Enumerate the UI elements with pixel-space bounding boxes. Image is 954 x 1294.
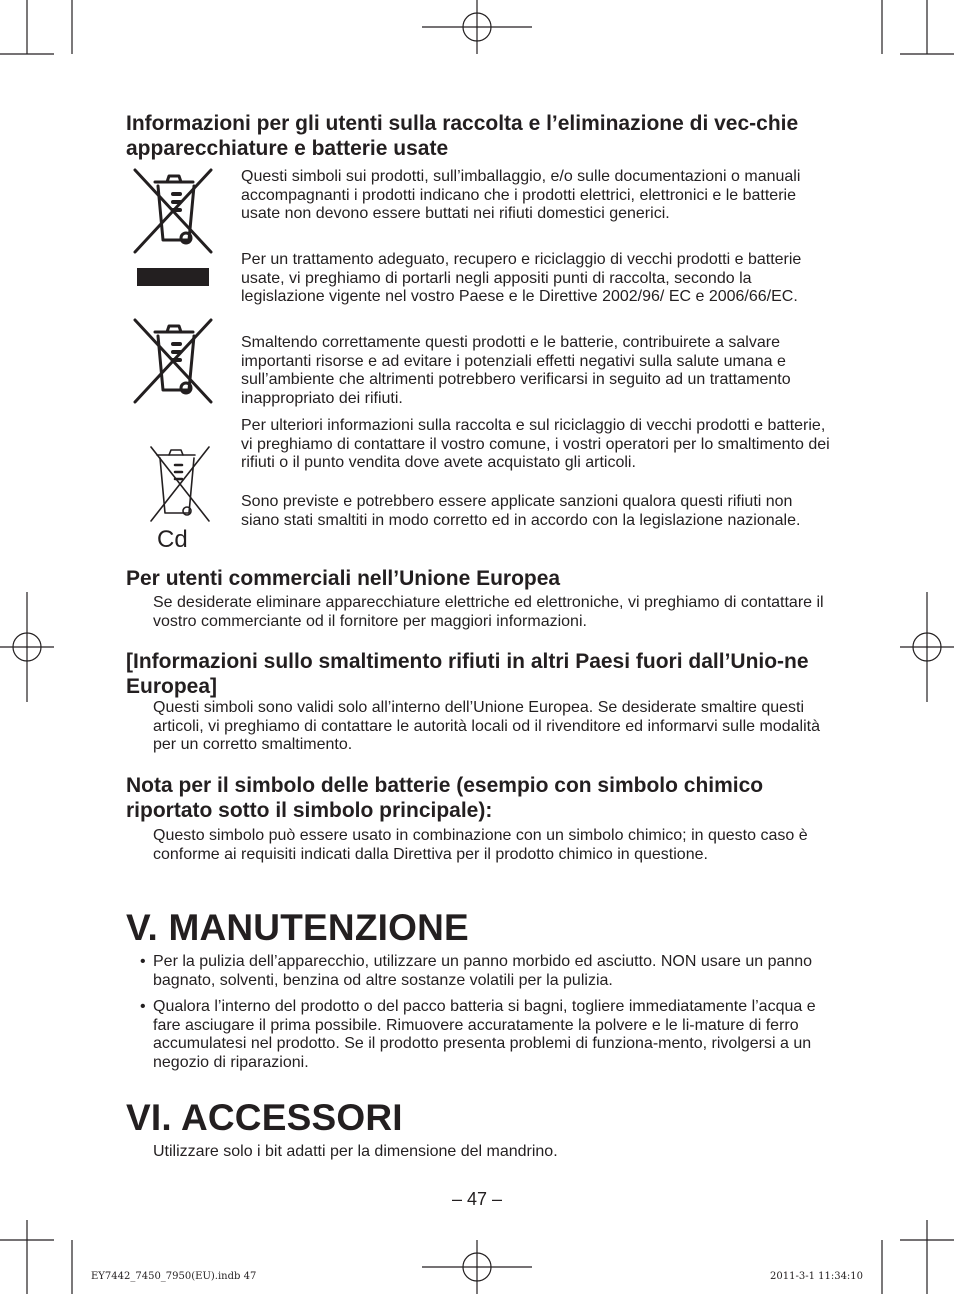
print-footer-file: EY7442_7450_7950(EU).indb 47	[91, 1271, 257, 1282]
crossed-bin-icon	[131, 166, 215, 288]
chemical-symbol-label: Cd	[157, 526, 188, 553]
print-footer-date: 2011-3-1 11:34:10	[770, 1271, 864, 1282]
outside-eu-section-title: [Informazioni sullo smaltimento rifiuti in altri Paesi fuori dall’Unio-ne Europea]	[126, 650, 809, 698]
recycling-paragraph-3: Smaltendo correttamente questi prodotti e le batterie, contribuirete a salvare importanti risorse e ad evitare i potenziali effetti negativi sulla salute umana e sull’ambiente che altrimenti potrebbero verificarsi in seguito ad un trattamento inappropriato dei rifiuti.	[241, 334, 791, 407]
bullet-marker: •	[140, 953, 146, 970]
maintenance-item-text: Qualora l’interno del prodotto o del pacco batteria si bagni, togliere immediatamente l’acqua e fare asciugare il prima possibile. Rimuovere accuratamente la polvere e le li-mature di ferro accumulatesi nel prodotto. Se il prodotto presenta problemi di funziona-mento, rivolgersi a un negozio di riparazioni.	[153, 998, 816, 1071]
recycling-paragraph-1: Questi simboli sui prodotti, sull’imballaggio, e/o sulle documentazioni o manuali accompagnanti i prodotti indicano che i prodotti elettrici, elettronici e le batterie usate non devono essere buttati nei rifiuti domestici generici.	[241, 168, 801, 223]
business-section-title: Per utenti commerciali nell’Unione Europea	[126, 567, 561, 590]
page-number: – 47 –	[451, 1189, 503, 1209]
recycling-paragraph-2: Per un trattamento adeguato, recupero e riciclaggio di vecchi prodotti e batterie usate, vi preghiamo di portarli negli appositi punti di raccolta, secondo la legislazione vigente nel vostro Paese e le Direttive 2002/96/ EC e 2006/66/EC.	[241, 251, 802, 306]
business-section-text: Se desiderate eliminare apparecchiature elettriche ed elettroniche, vi preghiamo di contattare il vostro commerciante od il fornitore per maggiori informazioni.	[153, 594, 824, 630]
bullet-marker: •	[140, 998, 146, 1015]
accessories-section-title: VI. ACCESSORI	[126, 1097, 403, 1138]
maintenance-item-2	[140, 998, 830, 1072]
maintenance-item-text: Per la pulizia dell’apparecchio, utilizzare un panno morbido ed asciutto. NON usare un panno bagnato, solventi, benzina od altre sostanze volatili per la pulizia.	[153, 953, 813, 989]
maintenance-section-title: V. MANUTENZIONE	[126, 907, 469, 948]
crossed-bin-icon	[131, 316, 215, 408]
accessories-section-text: Utilizzare solo i bit adatti per la dimensione del mandrino.	[153, 1143, 558, 1160]
maintenance-item-1	[140, 953, 830, 990]
recycling-paragraph-4: Per ulteriori informazioni sulla raccolta e sul riciclaggio di vecchi prodotti e batterie, vi preghiamo di contattare il vostro comune, i vostri operatori per lo smaltimento dei rifiuti o il punto vendita dove avete acquistato gli articoli.	[241, 417, 830, 472]
battery-note-section-text: Questo simbolo può essere usato in combinazione con un simbolo chimico; in questo caso è conforme ai requisiti indicati dalla Direttiva per il prodotto chimico in questione.	[153, 827, 808, 863]
recycling-section-title: Informazioni per gli utenti sulla raccolta e l’eliminazione di vec-chie apparecchiature e batterie usate	[126, 112, 799, 160]
crossed-bin-cd-icon	[137, 443, 213, 525]
recycling-paragraph-5: Sono previste e potrebbero essere applicate sanzioni qualora questi rifiuti non siano stati smaltiti in modo corretto ed in accordo con la legislazione nazionale.	[241, 493, 801, 529]
battery-note-section-title: Nota per il simbolo delle batterie (esempio con simbolo chimico riportato sotto il simbolo principale):	[126, 774, 764, 822]
outside-eu-section-text: Questi simboli sono validi solo all’interno dell’Unione Europea. Se desiderate smaltire questi articoli, vi preghiamo di contattare le autorità locali od il rivenditore ed informarvi sulle modalità per un corretto smaltimento.	[153, 699, 820, 754]
